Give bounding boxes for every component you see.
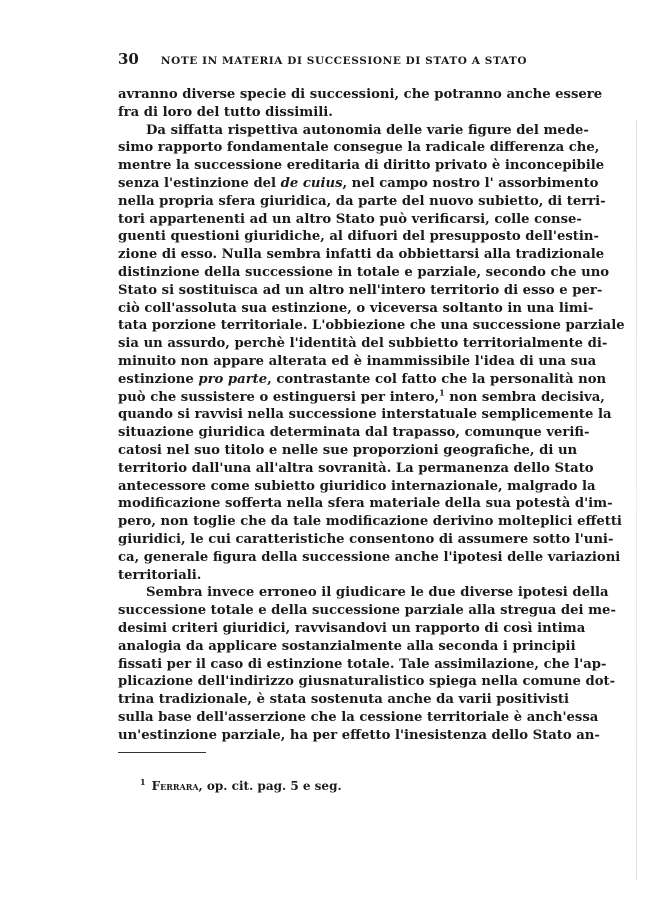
text-line: territorio dall'una all'altra sovranità. La permanenza dello Stato	[118, 460, 594, 476]
text-line: sulla base dell'asserzione che la cessione territoriale è anch'essa	[118, 709, 599, 725]
text-line: Sembra invece erroneo il giudicare le due diverse ipotesi della	[146, 585, 609, 601]
text-line: desimi criteri giuridici, ravvisandovi un rapporto di così intima	[118, 620, 586, 636]
text-fragment: può che sussistere o estinguersi per intero,	[118, 389, 440, 405]
text-fragment: non sembra decisiva,	[444, 389, 605, 405]
text-line: quando si ravvisi nella successione interstatuale semplicemente la	[118, 407, 612, 423]
text-line: successione totale e della successione parziale alla stregua dei me-	[118, 603, 616, 619]
running-title: NOTE IN MATERIA DI SUCCESSIONE DI STATO A STATO	[160, 55, 528, 67]
text-line: avranno diverse specie di successioni, che potranno anche essere	[118, 87, 603, 102]
text-line: modificazione sofferta nella sfera materiale della sua potestà d'im-	[118, 496, 613, 512]
text-line: analogia da applicare sostanzialmente alla seconda i principii	[118, 638, 576, 654]
footnote-text: op. cit. pag. 5 e seg.	[202, 779, 342, 793]
text-line	[118, 371, 607, 389]
text-line: simo rapporto fondamentale consegue la radicale differenza che,	[118, 140, 600, 156]
text-line: fra di loro del tutto dissimili.	[118, 104, 333, 120]
text-line: trina tradizionale, è stata sostenuta anche da varii positivisti	[118, 692, 570, 708]
text-fragment: , contrastante col fatto che la personalità non	[267, 371, 607, 387]
text-line: pero, non toglie che da tale modificazione derivino molteplici effetti	[118, 514, 622, 530]
text-fragment: , nel campo nostro l' assorbimento	[342, 175, 599, 191]
scan-edge-divider	[636, 120, 637, 880]
text-line	[118, 175, 599, 193]
footnote-author: Ferrara,	[151, 779, 203, 793]
text-line: plicazione dell'indirizzo giusnaturalistico spiega nella comune dot-	[118, 674, 616, 690]
text-line: tata porzione territoriale. L'obbiezione che una successione parziale	[118, 318, 625, 334]
text-line: sia un assurdo, perchè l'identità del subbietto territorialmente di-	[118, 336, 608, 352]
footnote-reference[interactable]: 1	[439, 387, 445, 398]
text-fragment: senza l'estinzione del	[118, 175, 281, 191]
text-line: guenti questioni giuridiche, al difuori del presupposto dell'estin-	[118, 229, 599, 245]
text-fragment: estinzione	[118, 371, 199, 387]
text-line: zione di esso. Nulla sembra infatti da obbiettarsi alla tradizionale	[118, 247, 605, 263]
page-number: 30	[118, 50, 139, 68]
footnote-mark: 1	[140, 777, 146, 787]
text-line: Da siffatta rispettiva autonomia delle varie figure del mede-	[146, 122, 589, 138]
text-line: situazione giuridica determinata dal trapasso, comunque verifi-	[118, 425, 590, 441]
text-line: giuridici, le cui caratteristiche consentono di assumere sotto l'uni-	[118, 531, 614, 547]
running-header	[118, 50, 558, 68]
text-line: minuito non appare alterata ed è inammissibile l'idea di una sua	[118, 353, 597, 369]
body-text	[118, 86, 625, 744]
text-line: Stato si sostituisca ad un altro nell'intero territorio di esso e per-	[118, 282, 603, 298]
text-line: tori appartenenti ad un altro Stato può verificarsi, colle conse-	[118, 211, 582, 227]
italic-pro-parte: pro parte	[198, 371, 268, 387]
text-line	[118, 387, 605, 407]
text-line: territoriali.	[118, 567, 202, 583]
text-line: ciò coll'assoluta sua estinzione, o viceversa soltanto in una limi-	[118, 300, 594, 316]
text-line: distinzione della successione in totale e parziale, secondo che uno	[118, 264, 610, 280]
footnote	[140, 777, 342, 793]
footnote-separator	[118, 752, 206, 753]
text-line: ca, generale figura della successione anche l'ipotesi delle variazioni	[118, 549, 621, 565]
text-line: nella propria sfera giuridica, da parte del nuovo subietto, di terri-	[118, 193, 606, 209]
text-line: catosi nel suo titolo e nelle sue proporzioni geografiche, di un	[118, 442, 578, 458]
text-line: fissati per il caso di estinzione totale. Tale assimilazione, che l'ap-	[118, 656, 607, 672]
text-line: un'estinzione parziale, ha per effetto l'inesistenza dello Stato an-	[118, 727, 600, 743]
italic-de-cuius: de cuius	[280, 175, 343, 191]
text-line: antecessore come subietto giuridico internazionale, malgrado la	[118, 478, 596, 494]
text-line: mentre la successione ereditaria di diritto privato è inconcepibile	[118, 158, 605, 174]
